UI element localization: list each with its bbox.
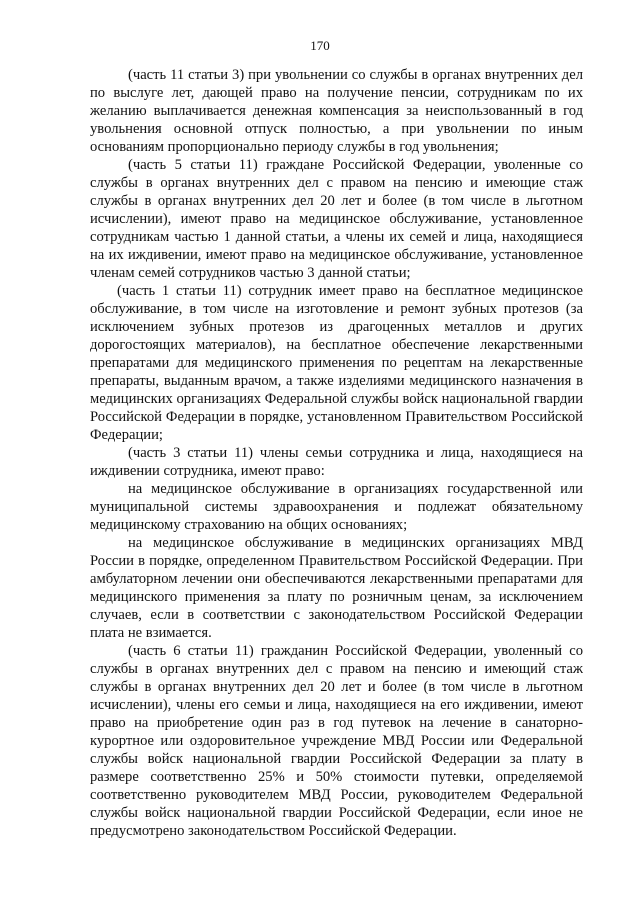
- page-number: 170: [310, 38, 330, 53]
- paragraph-employee-free-medical: (часть 1 статьи 11) сотрудник имеет право на бесплатное медицинское обслуживание, в том числе на изготовление и ремонт зубных протезов (за исключением зубных протезов из драгоценных металлов и других дорогостоящих материалов), на бесплатное обеспечение лекарственными препаратами для медицинского применения по рецептам на лекарственные препараты, выданным врачом, а также изделиями медицинского назначения в медицинских организациях Федеральной службы войск национальной гвардии Российской Федерации в порядке, установленном Правительством Российской Федерации;: [90, 283, 584, 443]
- paragraph-family-rights-intro: (часть 3 статьи 11) члены семьи сотрудника и лица, находящиеся на иждивении сотрудника, имеют право:: [90, 445, 583, 479]
- paragraph-family-state-healthcare: на медицинское обслуживание в организациях государственной или муниципальной системы здравоохранения и подлежат обязательному медицинскому страхованию на общих основаниях;: [90, 481, 583, 533]
- document-body: [90, 66, 583, 840]
- paragraph-family-mvd-healthcare: на медицинское обслуживание в медицинских организациях МВД России в порядке, определенном Правительством Российской Федерации. При амбулаторном лечении они обеспечиваются лекарственными препаратами для медицинского применения за плату по розничным ценам, за исключением случаев, если в соответствии с законодательством Российской Федерации плата не взимается.: [90, 535, 583, 641]
- paragraph-severance-compensation: (часть 11 статьи 3) при увольнении со службы в органах внутренних дел по выслуге лет, дающей право на получение пенсии, сотрудникам по их желанию выплачивается денежная компенсация за неиспользованный в год увольнения основной отпуск полностью, а при увольнении по иным основаниям пропорционально периоду службы в год увольнения;: [90, 67, 583, 155]
- paragraph-sanatorium-vouchers: (часть 6 статьи 11) гражданин Российской Федерации, уволенный со службы в органах внутренних дел с правом на пенсию и имеющий стаж службы в органах внутренних дел 20 лет и более (в том числе в льготном исчислении), члены его семьи и лица, находящиеся на его иждивении, имеют право на приобретение один раз в год путевок на лечение в санаторно-курортное или оздоровительное учреждение МВД России или Федеральной службы войск национальной гвардии Российской Федерации за плату в размере соответственно 25% и 50% стоимости путевки, определяемой соответственно руководителем МВД России, руководителем Федеральной службы войск национальной гвардии Российской Федерации, если иное не предусмотрено законодательством Российской Федерации.: [90, 643, 583, 839]
- paragraph-retiree-medical-service: (часть 5 статьи 11) граждане Российской Федерации, уволенные со службы в органах внутренних дел с правом на пенсию и имеющие стаж службы в органах внутренних дел 20 лет и более (в том числе в льготном исчислении), имеют право на медицинское обслуживание, установленное сотрудникам частью 1 данной статьи, а члены их семей и лица, находящиеся на их иждивении, имеют право на медицинское обслуживание, установленное членам семей сотрудников частью 3 данной статьи;: [90, 157, 583, 281]
